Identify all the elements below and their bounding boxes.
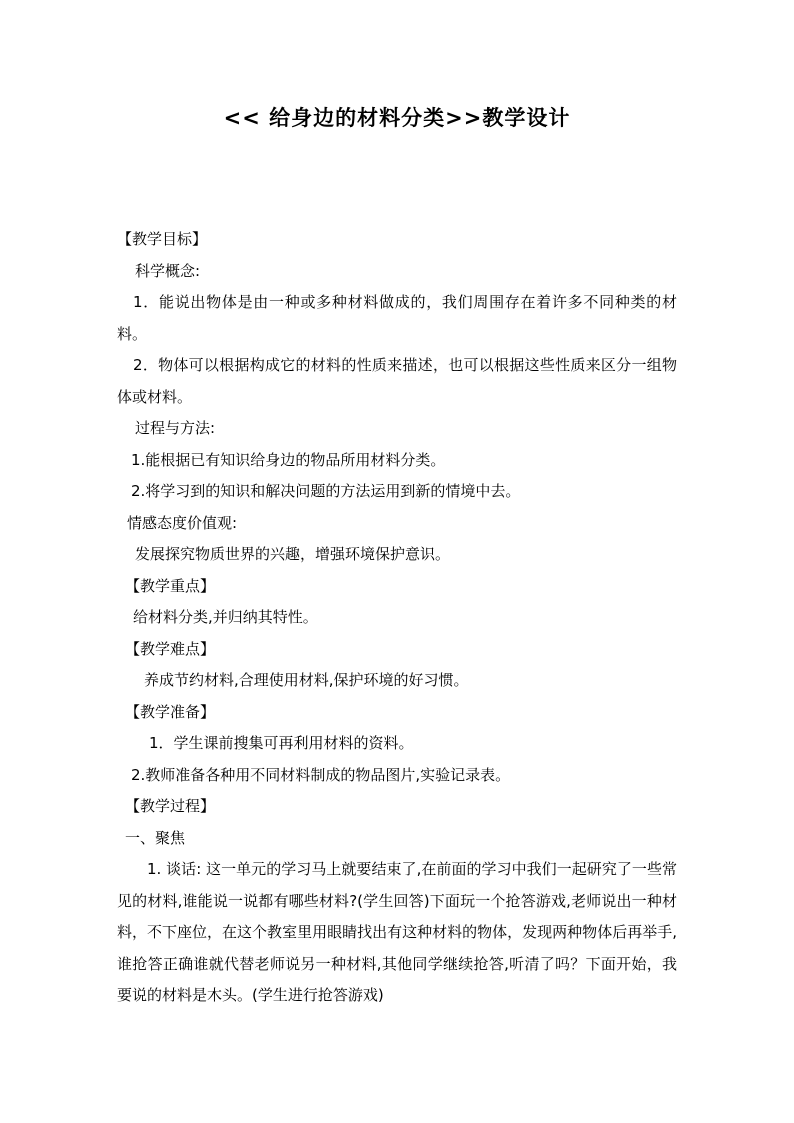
document-body xyxy=(117,224,677,1012)
science-concept-label: 科学概念: xyxy=(135,261,201,280)
attitude-label: 情感态度价值观: xyxy=(127,513,238,532)
process-heading: 【教学过程】 xyxy=(125,797,216,815)
key-points-text: 给材料分类,并归纳其特性。 xyxy=(133,608,318,626)
concept-item-1: 1．能说出物体是由一种或多种材料做成的，我们周围存在着许多不同种类的材料。 xyxy=(117,293,677,343)
section-1-paragraph: 1. 谈话: 这一单元的学习马上就要结束了,在前面的学习中我们一起研究了一些常见的材料,谁能说一说都有哪些材料?(学生回答)下面玩一个抢答游戏,老师说出一种材料，不下座位，在这个教室里用眼睛找出有这种材料的物体，发现两种物体后再举手,谁抢答正确谁就代替老师说另一种材料,其他同学继续抢答,听清了吗？下面开始，我要说的材料是木头。(学生进行抢答游戏) xyxy=(117,860,677,1004)
process-method-label: 过程与方法: xyxy=(135,419,216,437)
process-item-2: 2.将学习到的知识和解决问题的方法运用到新的情境中去。 xyxy=(131,482,521,500)
difficulty-heading: 【教学难点】 xyxy=(125,639,216,658)
preparation-heading: 【教学准备】 xyxy=(125,702,216,721)
document-title: << 给身边的材料分类>>教学设计 xyxy=(223,106,571,130)
section-1-title: 一、聚焦 xyxy=(125,828,186,847)
preparation-item-2: 2.教师准备各种用不同材料制成的物品图片,实验记录表。 xyxy=(131,765,511,784)
attitude-text: 发展探究物质世界的兴趣，增强环境保护意识。 xyxy=(135,545,451,563)
objectives-heading: 【教学目标】 xyxy=(117,230,208,248)
preparation-item-1: 1．学生课前搜集可再利用材料的资料。 xyxy=(149,734,414,752)
concept-item-2: 2．物体可以根据构成它的材料的性质来描述，也可以根据这些性质来区分一组物体或材料。 xyxy=(117,356,677,406)
key-points-heading: 【教学重点】 xyxy=(125,576,216,595)
difficulty-text: 养成节约材料,合理使用材料,保护环境的好习惯。 xyxy=(144,671,469,689)
process-item-1: 1.能根据已有知识给身边的物品所用材料分类。 xyxy=(131,450,446,469)
